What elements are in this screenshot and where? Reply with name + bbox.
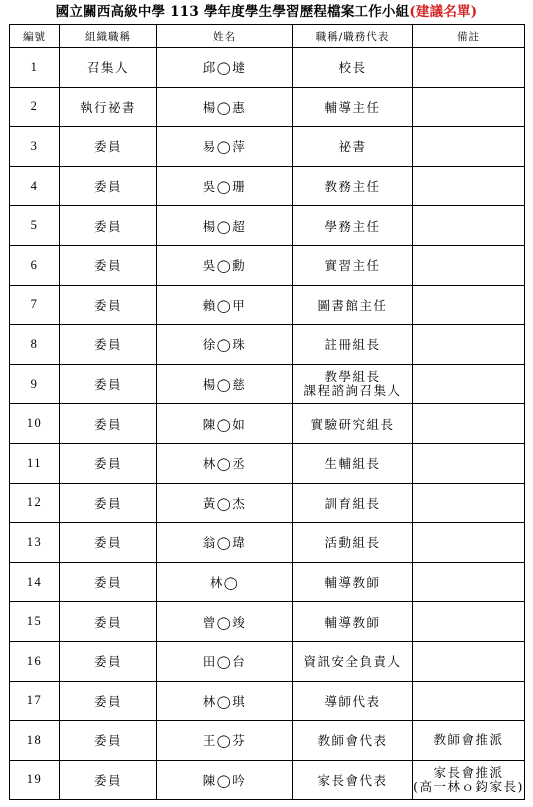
row-name: 黃◯杰: [157, 483, 293, 523]
row-role: 委員: [60, 166, 157, 206]
position-line: 資訊安全負責人: [303, 654, 402, 670]
position-line: 活動組長: [324, 535, 381, 551]
row-role: 執行祕書: [60, 87, 157, 127]
row-number: 1: [10, 48, 60, 88]
row-role: 委員: [60, 760, 157, 800]
row-note: [413, 48, 525, 88]
row-role: 委員: [60, 602, 157, 642]
row-note: [413, 245, 525, 285]
table-row: [10, 562, 525, 602]
table-row: [10, 285, 525, 325]
row-number: 12: [10, 483, 60, 523]
note-line: 教師會推派: [433, 732, 504, 748]
row-role: 委員: [60, 641, 157, 681]
row-name: 徐◯珠: [157, 325, 293, 365]
row-name: 易◯萍: [157, 127, 293, 167]
position-line: 註冊組長: [324, 337, 381, 353]
row-note: [413, 206, 525, 246]
row-number: 8: [10, 325, 60, 365]
row-position: [293, 325, 413, 365]
row-name: 陳◯吟: [157, 760, 293, 800]
row-note: [413, 166, 525, 206]
row-position: [293, 721, 413, 761]
row-position: [293, 285, 413, 325]
row-role: 委員: [60, 562, 157, 602]
row-position: [293, 127, 413, 167]
position-line: 學務主任: [324, 218, 381, 234]
header-name: 姓名: [157, 25, 293, 48]
header-role: 組織職稱: [60, 25, 157, 48]
row-number: 6: [10, 245, 60, 285]
row-role: 委員: [60, 285, 157, 325]
row-number: 17: [10, 681, 60, 721]
row-number: 15: [10, 602, 60, 642]
row-note: [413, 364, 525, 404]
row-position: [293, 760, 413, 800]
row-note: [413, 87, 525, 127]
row-name: 楊◯慈: [157, 364, 293, 404]
row-note: [413, 483, 525, 523]
note-line: 家長會推派: [433, 764, 504, 780]
row-position: [293, 166, 413, 206]
row-note: [413, 443, 525, 483]
position-line: 輔導主任: [324, 99, 381, 115]
table-row: [10, 404, 525, 444]
row-name: 王◯芬: [157, 721, 293, 761]
page-title: [0, 3, 533, 21]
table-row: [10, 127, 525, 167]
row-name: 楊◯惠: [157, 87, 293, 127]
table-row: [10, 523, 525, 563]
row-note: [413, 325, 525, 365]
row-number: 18: [10, 721, 60, 761]
row-note: [413, 404, 525, 444]
row-note: [413, 641, 525, 681]
row-role: 委員: [60, 364, 157, 404]
row-position: [293, 404, 413, 444]
row-name: 田◯台: [157, 641, 293, 681]
row-role: 委員: [60, 483, 157, 523]
table-row: [10, 760, 525, 800]
row-number: 2: [10, 87, 60, 127]
table-row: [10, 206, 525, 246]
row-position: [293, 206, 413, 246]
row-position: [293, 245, 413, 285]
row-role: 委員: [60, 245, 157, 285]
row-role: 委員: [60, 681, 157, 721]
note-line: (高一林ｏ鈞家長): [413, 778, 524, 794]
position-line: 輔導教師: [324, 575, 381, 591]
row-name: 陳◯如: [157, 404, 293, 444]
row-position: [293, 364, 413, 404]
position-line: 實驗研究組長: [310, 416, 395, 432]
row-number: 7: [10, 285, 60, 325]
row-position: [293, 443, 413, 483]
row-number: 14: [10, 562, 60, 602]
position-line: 實習主任: [324, 258, 381, 274]
table-row: [10, 245, 525, 285]
table-body: [10, 48, 525, 800]
table-row: [10, 602, 525, 642]
row-position: [293, 681, 413, 721]
row-role: 委員: [60, 325, 157, 365]
header-position: 職稱/職務代表: [293, 25, 413, 48]
row-position: [293, 483, 413, 523]
table-row: [10, 166, 525, 206]
row-number: 3: [10, 127, 60, 167]
row-number: 4: [10, 166, 60, 206]
row-role: 委員: [60, 127, 157, 167]
row-note: [413, 285, 525, 325]
row-number: 16: [10, 641, 60, 681]
position-line: 校長: [338, 60, 367, 76]
row-name: 吳◯勳: [157, 245, 293, 285]
row-position: [293, 602, 413, 642]
header-note: 備註: [413, 25, 525, 48]
table-row: [10, 641, 525, 681]
row-position: [293, 87, 413, 127]
table-row: [10, 721, 525, 761]
row-name: 曾◯竣: [157, 602, 293, 642]
row-note: [413, 127, 525, 167]
title-highlight: (建議名單): [409, 4, 478, 20]
header-number: 編號: [10, 25, 60, 48]
row-number: 10: [10, 404, 60, 444]
row-note: [413, 562, 525, 602]
row-position: [293, 562, 413, 602]
table-row: [10, 443, 525, 483]
row-note: [413, 721, 525, 761]
row-number: 13: [10, 523, 60, 563]
row-name: 林◯琪: [157, 681, 293, 721]
row-name: 楊◯超: [157, 206, 293, 246]
position-line: 圖書館主任: [317, 297, 388, 313]
row-role: 委員: [60, 443, 157, 483]
row-position: [293, 523, 413, 563]
row-number: 9: [10, 364, 60, 404]
row-position: [293, 641, 413, 681]
row-position: [293, 48, 413, 88]
row-note: [413, 681, 525, 721]
row-role: 召集人: [60, 48, 157, 88]
row-role: 委員: [60, 523, 157, 563]
title-main: 國立關西高級中學 113 學年度學生學習歷程檔案工作小組: [55, 4, 410, 20]
row-name: 賴◯甲: [157, 285, 293, 325]
row-name: 邱◯墶: [157, 48, 293, 88]
row-name: 吳◯珊: [157, 166, 293, 206]
table-row: [10, 364, 525, 404]
row-role: 委員: [60, 206, 157, 246]
row-number: 19: [10, 760, 60, 800]
row-name: 林◯丞: [157, 443, 293, 483]
table-row: [10, 483, 525, 523]
row-note: [413, 523, 525, 563]
table-row: [10, 87, 525, 127]
position-line: 輔導教師: [324, 614, 381, 630]
row-note: [413, 602, 525, 642]
table-header-row: [10, 25, 525, 48]
row-number: 5: [10, 206, 60, 246]
position-line: 導師代表: [324, 693, 381, 709]
row-number: 11: [10, 443, 60, 483]
position-line: 生輔組長: [324, 456, 381, 472]
position-line: 教學組長: [324, 369, 381, 385]
position-line: 家長會代表: [317, 772, 388, 788]
table-row: [10, 48, 525, 88]
row-role: 委員: [60, 721, 157, 761]
position-line: 祕書: [338, 139, 367, 155]
row-name: 翁◯瑋: [157, 523, 293, 563]
row-note: [413, 760, 525, 800]
row-name: 林◯: [157, 562, 293, 602]
row-role: 委員: [60, 404, 157, 444]
position-line: 課程諮詢召集人: [303, 383, 402, 399]
position-line: 教務主任: [324, 179, 381, 195]
table-row: [10, 681, 525, 721]
position-line: 訓育組長: [324, 495, 381, 511]
table-row: [10, 325, 525, 365]
roster-table: [9, 24, 525, 800]
position-line: 教師會代表: [317, 733, 388, 749]
